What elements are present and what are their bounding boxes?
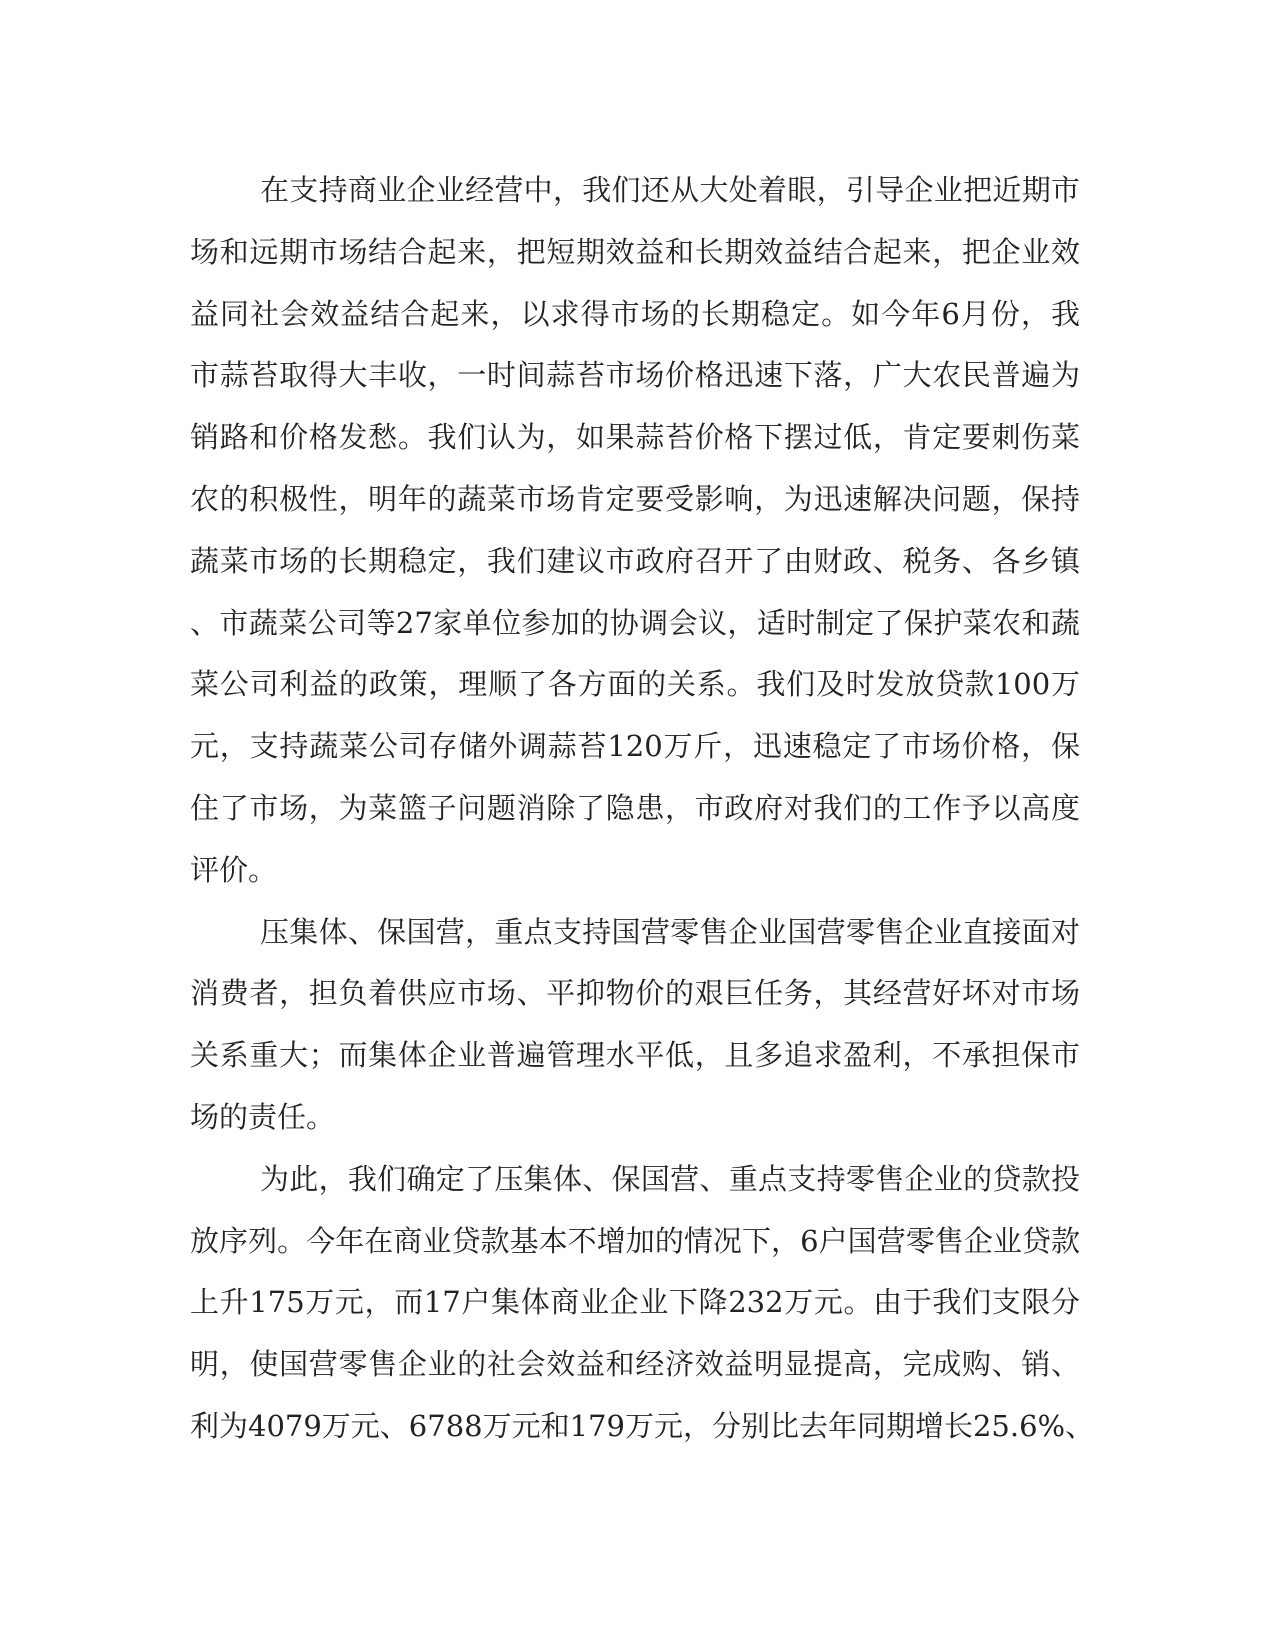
text-line: 销路和价格发愁。我们认为，如果蒜苔价格下摆过低，肯定要刺伤菜 (190, 420, 1080, 455)
text-line: 场和远期市场结合起来，把短期效益和长期效益结合起来，把企业效 (190, 234, 1080, 269)
text-line: 压集体、保国营，重点支持国营零售企业国营零售企业直接面对 (260, 914, 1080, 949)
text-line: 明，使国营零售企业的社会效益和经济效益明显提高，完成购、销、 (190, 1347, 1080, 1382)
text-line: 市蒜苔取得大丰收，一时间蒜苔市场价格迅速下落，广大农民普遍为 (190, 358, 1080, 393)
text-line: 农的积极性，明年的蔬菜市场肯定要受影响，为迅速解决问题，保持 (190, 481, 1080, 516)
text-line: 益同社会效益结合起来，以求得市场的长期稳定。如今年6月份，我 (190, 296, 1080, 331)
text-line: 蔬菜市场的长期稳定，我们建议市政府召开了由财政、税务、各乡镇 (190, 543, 1080, 578)
text-line: 上升175万元，而17户集体商业企业下降232万元。由于我们支限分 (190, 1285, 1080, 1320)
text-line: 评价。 (190, 852, 278, 887)
text-line: 消费者，担负着供应市场、平抑物价的艰巨任务，其经营好坏对市场 (190, 976, 1080, 1011)
paragraph-garlic-market (190, 160, 1080, 902)
text-line: 场的责任。 (190, 1099, 336, 1134)
text-line: 元，支持蔬菜公司存储外调蒜苔120万斤，迅速稳定了市场价格，保 (190, 729, 1080, 764)
text-line: 菜公司利益的政策，理顺了各方面的关系。我们及时发放贷款100万 (190, 667, 1080, 702)
paragraph-retail-priority (190, 902, 1080, 1149)
paragraph-loan-sequence (190, 1149, 1095, 1458)
document-body (190, 160, 1095, 1458)
text-line: 住了市场，为菜篮子问题消除了隐患，市政府对我们的工作予以高度 (190, 790, 1080, 825)
text-line: 为此，我们确定了压集体、保国营、重点支持零售企业的贷款投 (260, 1161, 1080, 1196)
text-line: 关系重大；而集体企业普遍管理水平低，且多追求盈利，不承担保市 (190, 1038, 1080, 1073)
text-line: 在支持商业企业经营中，我们还从大处着眼，引导企业把近期市 (260, 173, 1080, 207)
text-line: 、市蔬菜公司等27家单位参加的协调会议，适时制定了保护菜农和蔬 (190, 605, 1080, 640)
text-line: 利为4079万元、6788万元和179万元，分别比去年同期增长25.6%、 (190, 1408, 1095, 1443)
text-line: 放序列。今年在商业贷款基本不增加的情况下，6户国营零售企业贷款 (190, 1223, 1080, 1258)
